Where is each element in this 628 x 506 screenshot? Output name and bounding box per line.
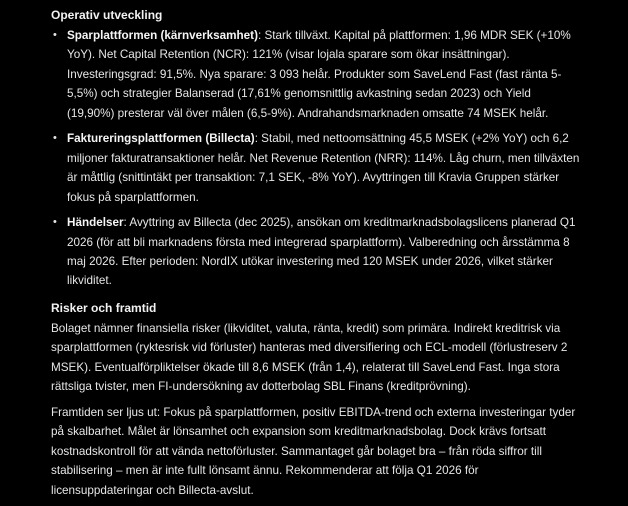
bullet-icon: •: [53, 132, 57, 145]
list-item-lead: Händelser: [67, 216, 124, 230]
operations-list: [51, 26, 581, 291]
list-item-events: [51, 213, 581, 291]
bullet-icon: •: [53, 216, 57, 229]
list-item-text: : Stark tillväxt. Kapital på plattformen: 1,96 MDR SEK (+10% YoY). Net Capital Retention (NCR): 121% (visar lojala sparare som ökar insättningar). Investeringsgrad: 91,5%. Nya sparare: 3 093 helår. Produkter som SaveLend Fast (fast ränta 5-5,5%) och strategier Balanserad (17,61% genomsnittlig avkastning sedan 2023) och Yield (19,90%) presterar väl över målen (6,5-9%). Andrahandsmarknaden omsatte 74 MSEK helår.: [67, 29, 571, 120]
message-content: [51, 4, 581, 506]
list-item-text: : Stabil, med nettoomsättning 45,5 MSEK (+2% YoY) och 6,2 miljoner fakturatransaktioner helår. Net Revenue Retention (NRR): 114%. Låg churn, men tillväxten är måttlig (snittintäkt per transaktion: 7,1 SEK, -8% YoY). Avyttringen till Kravia Gruppen stärker fokus på sparplattformen.: [67, 132, 580, 204]
list-item-invoicing-platform: [51, 129, 581, 207]
list-item-lead: Sparplattformen (kärnverksamhet): [67, 29, 258, 42]
section-heading-risks: Risker och framtid: [51, 300, 157, 315]
list-item-text: : Avyttring av Billecta (dec 2025), ansökan om kreditmarknadsbolagslicens planerad Q1 2026 (för att bli marknadens första med integrerad sparplattform). Valberedning och årsstämma 8 maj 2026. Efter perioden: NordIX utökar investering med 120 MSEK under 2026, vilket stärker likviditet.: [67, 216, 576, 288]
list-item-lead: Faktureringsplattformen (Billecta): [67, 132, 255, 146]
paragraph-future: Framtiden ser ljus ut: Fokus på sparplattformen, positiv EBITDA-trend och externa investeringar tyder på skalbarhet. Målet är lönsamhet och expansion som kreditmarknadsbolag. Dock krävs fortsatt kostnadskontroll för att vända nettoförluster. Sammantaget går bolaget bra – från röda siffror till stabilisering – men är inte fullt lönsamt ännu. Rekommenderar att följa Q1 2026 för licensuppdateringar och Billecta-avslut.: [51, 405, 576, 497]
paragraph-risks: Bolaget nämner finansiella risker (likviditet, valuta, ränta, kredit) som primära. Indirekt kreditrisk via sparplattformen (ryktesrisk vid förluster) hanteras med diversifiering och ECL-modell (förlustreserv 2 MSEK). Eventualförpliktelser ökade till 8,6 MSEK (från 1,4), relaterat till SaveLend Fast. Inga stora rättsliga tvister, men FI-undersökning av dotterbolag SBL Finans (kreditprövning).: [51, 321, 568, 394]
list-item-savings-platform: [51, 26, 581, 123]
bullet-icon: •: [53, 29, 57, 41]
section-heading-operations: Operativ utveckling: [51, 8, 163, 22]
